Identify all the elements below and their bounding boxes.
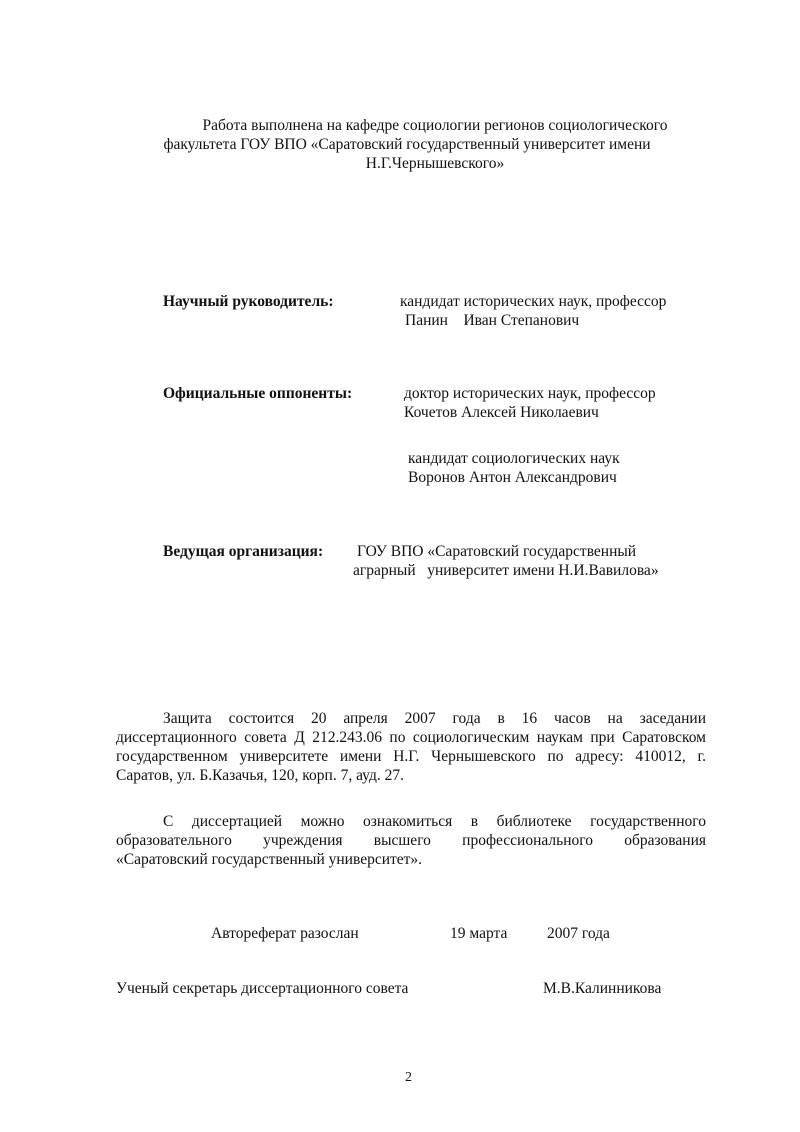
opponent-2-title: кандидат социологических наук (408, 450, 620, 467)
defense-line-3: государственном университете имени Н.Г. Чернышевского по адресу: 410012, г. (116, 748, 706, 765)
defense-line-4: Саратов, ул. Б.Казачья, 120, корп. 7, ауд. 27. (116, 767, 404, 784)
defense-line-1: Защита состоится 20 апреля 2007 года в 16 часов на заседании (163, 710, 706, 727)
opponent-1-title: доктор исторических наук, профессор (404, 385, 656, 402)
header-line-1: Работа выполнена на кафедре социологии регионов социологического (202, 117, 668, 134)
mailing-date: 19 марта (450, 925, 508, 942)
leading-org-label: Ведущая организация: (163, 543, 324, 560)
supervisor-title: кандидат исторических наук, профессор (400, 293, 667, 310)
secretary-label: Ученый секретарь диссертационного совета (116, 980, 409, 997)
library-line-3: «Саратовский государственный университет». (116, 851, 423, 868)
supervisor-label: Научный руководитель: (163, 293, 334, 310)
supervisor-name: Панин Иван Степанович (405, 312, 580, 329)
opponent-2-name: Воронов Антон Александрович (408, 469, 617, 486)
page-number: 2 (405, 1070, 412, 1085)
opponents-label: Официальные оппоненты: (163, 385, 353, 402)
opponent-1-name: Кочетов Алексей Николаевич (404, 404, 599, 421)
defense-line-2: диссертационного совета Д 212.243.06 по социологическим наукам при Саратовском (116, 729, 706, 746)
mailing-label: Автореферат разослан (211, 925, 359, 942)
secretary-name: М.В.Калинникова (543, 980, 662, 997)
leading-org-line-2: аграрный университет имени Н.И.Вавилова» (353, 562, 659, 579)
library-line-1: С диссертацией можно ознакомиться в библиотеке государственного (163, 813, 706, 830)
header-line-2: факультета ГОУ ВПО «Саратовский государственный университет имени (163, 136, 651, 153)
header-line-3: Н.Г.Чернышевского» (365, 155, 505, 172)
library-line-2: образовательного учреждения высшего профессионального образования (116, 832, 706, 849)
mailing-year: 2007 года (547, 925, 610, 942)
leading-org-line-1: ГОУ ВПО «Саратовский государственный (357, 543, 637, 560)
